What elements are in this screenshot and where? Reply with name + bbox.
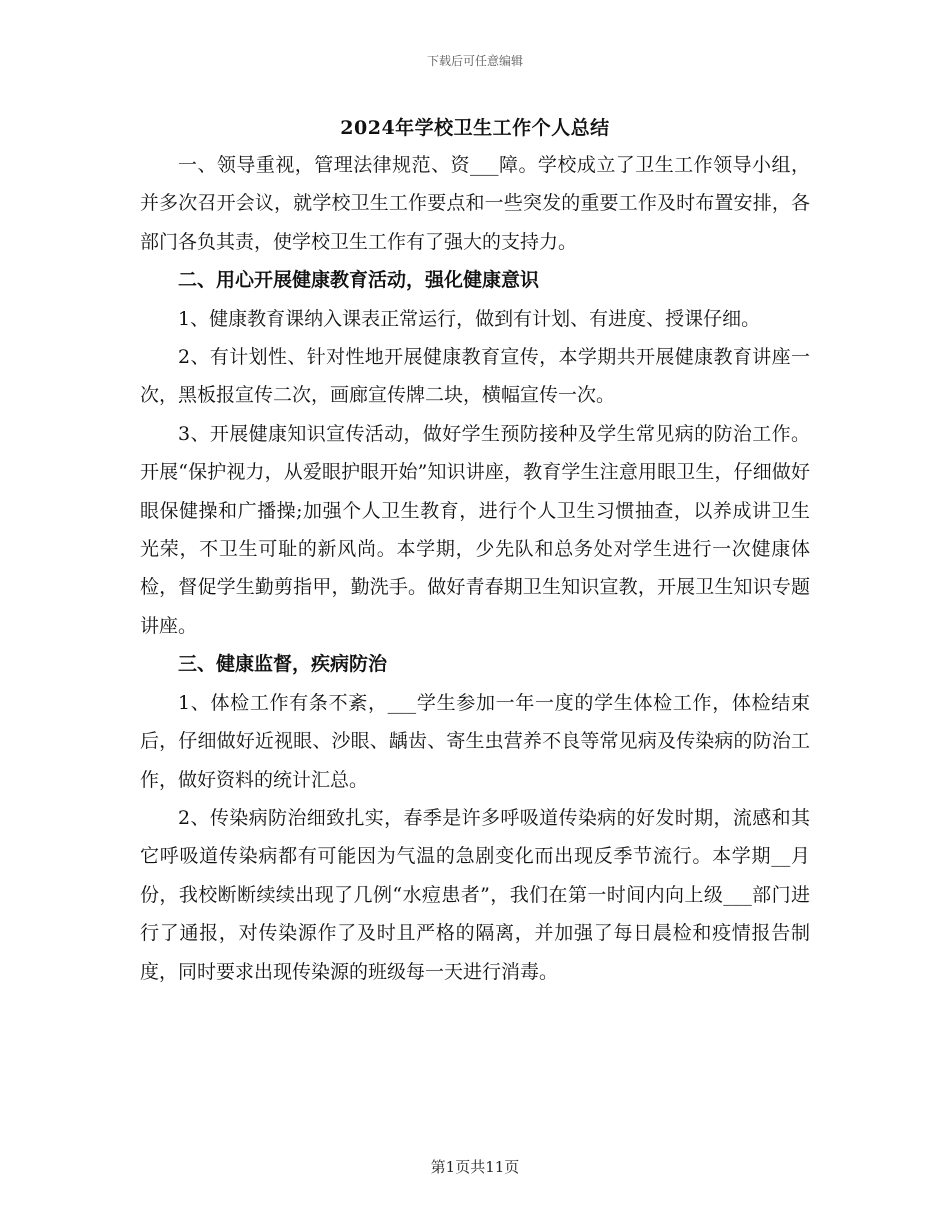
document-body — [140, 146, 810, 991]
page-number: 第1页共11页 — [430, 1158, 520, 1176]
paragraph-publicity: 2、有计划性、针对性地开展健康教育宣传，本学期共开展健康教育讲座一次，黑板报宣传二次，画廊宣传牌二块，横幅宣传一次。 — [140, 346, 810, 407]
section-heading-health-supervision: 三、健康监督，疾病防治 — [178, 653, 388, 676]
document-title: 2024年学校卫生工作个人总结 — [340, 117, 610, 139]
paragraph-knowledge-activities: 3、开展健康知识宣传活动，做好学生预防接种及学生常见病的防治工作。开展“保护视力，从爱眼护眼开始”知识讲座，教育学生注意用眼卫生，仔细做好眼保健操和广播操;加强个人卫生教育，进行个人卫生习惯抽查，以养成讲卫生光荣，不卫生可耻的新风尚。本学期，少先队和总务处对学生进行一次健康体检，督促学生勤剪指甲，勤洗手。做好青春期卫生知识宣教，开展卫生知识专题讲座。 — [140, 422, 810, 637]
section-heading-health-education: 二、用心开展健康教育活动，强化健康意识 — [178, 269, 540, 292]
page-header-note: 下载后可任意编辑 — [426, 54, 523, 68]
paragraph-physical-exam: 1、体检工作有条不紊，___学生参加一年一度的学生体检工作，体检结束后，仔细做好近视眼、沙眼、龋齿、寄生虫营养不良等常见病及传染病的防治工作，做好资料的统计汇总。 — [140, 691, 810, 791]
paragraph-curriculum: 1、健康教育课纳入课表正常运行，做到有计划、有进度、授课仔细。 — [178, 307, 761, 330]
paragraph-leadership: 一、领导重视，管理法律规范、资___障。学校成立了卫生工作领导小组，并多次召开会议，就学校卫生工作要点和一些突发的重要工作及时布置安排，各部门各负其责，使学校卫生工作有了强大的支持力。 — [140, 154, 810, 253]
paragraph-infectious-disease: 2、传染病防治细致扎实，春季是许多呼吸道传染病的好发时期，流感和其它呼吸道传染病都有可能因为气温的急剧变化而出现反季节流行。本学期__月份，我校断断续续出现了几例“水痘患者”，我们在第一时间内向上级___部门进行了通报，对传染源作了及时且严格的隔离，并加强了每日晨检和疫情报告制度，同时要求出现传染源的班级每一天进行消毒。 — [140, 806, 810, 983]
